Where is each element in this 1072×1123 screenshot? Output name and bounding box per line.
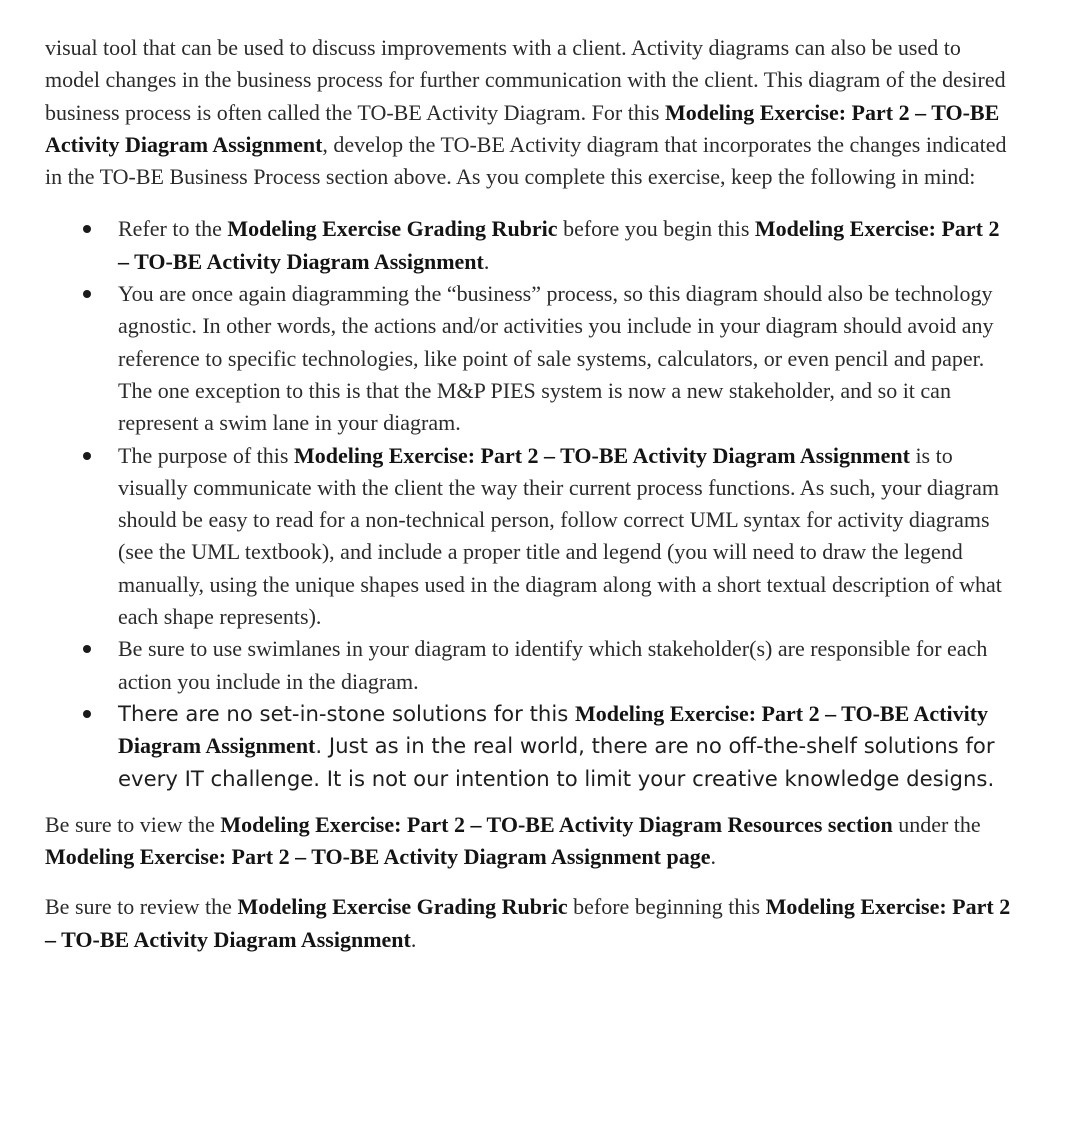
- rubric-reference: Modeling Exercise Grading Rubric: [237, 894, 568, 920]
- rubric-reference: Modeling Exercise Grading Rubric: [227, 216, 558, 242]
- list-item: [118, 278, 1012, 439]
- bullet-text: .: [483, 248, 490, 274]
- assignment-reference: Modeling Exercise: Part 2 – TO-BE Activity Diagram Assignment: [45, 894, 1011, 952]
- bullet-text: before you begin this: [557, 216, 755, 242]
- paragraph-text: Be sure to view the: [45, 811, 221, 837]
- rubric-paragraph: [45, 891, 1012, 956]
- assignment-reference: Modeling Exercise: Part 2 – TO-BE Activity Diagram Assignment: [293, 442, 910, 468]
- assignment-reference: Modeling Exercise: Part 2 – TO-BE Activity Diagram Assignment: [118, 216, 1000, 274]
- intro-paragraph: [45, 32, 1012, 193]
- bullet-text: The purpose of this: [118, 442, 294, 468]
- assignment-page-reference: Modeling Exercise: Part 2 – TO-BE Activity Diagram Assignment page: [45, 844, 711, 870]
- paragraph-text: Be sure to review the: [45, 894, 238, 920]
- intro-assignment-title: Modeling Exercise: Part 2 – TO-BE Activity Diagram Assignment: [45, 99, 1000, 157]
- bullet-text: Be sure to use swimlanes in your diagram to identify which stakeholder(s) are responsible for each action you include in the diagram.: [118, 636, 988, 694]
- resources-paragraph: [45, 809, 1012, 874]
- list-item: [118, 440, 1012, 634]
- paragraph-text: before beginning this: [567, 894, 766, 920]
- bullet-text: You are once again diagramming the “business” process, so this diagram should also be technology agnostic. In other words, the actions and/or activities you include in your diagram should avoid any reference to specific technologies, like point of sale systems, calculators, or even pencil and paper. The one exception to this is that the M&P PIES system is now a new stakeholder, and so it can represent a swim lane in your diagram.: [118, 281, 994, 436]
- list-item: [118, 633, 1012, 698]
- bullet-text: is to visually communicate with the client the way their current process functions. As such, your diagram should be easy to read for a non-technical person, follow correct UML syntax for activity diagrams (see the UML textbook), and include a proper title and legend (you will need to draw the legend manually, using the unique shapes used in the diagram along with a short textual description of what each shape represents).: [118, 442, 1002, 630]
- paragraph-text: .: [410, 926, 417, 952]
- resources-section-reference: Modeling Exercise: Part 2 – TO-BE Activity Diagram Resources section: [220, 811, 893, 837]
- paragraph-text: under the: [892, 811, 981, 837]
- bullet-text: Refer to the: [118, 216, 228, 242]
- intro-text: visual tool that can be used to discuss improvements with a client. Activity diagrams can also be used to model changes in the business process for further communication with the client. This diagram of the desired business process is often called the TO-BE Activity Diagram. For this: [45, 35, 1006, 125]
- intro-text-end: , develop the TO-BE Activity diagram that incorporates the changes indicated in the TO-BE Business Process section above. As you complete this exercise, keep the following in mind:: [45, 131, 1007, 190]
- list-item: [118, 698, 1012, 795]
- paragraph-text: .: [710, 844, 716, 870]
- bullet-text: There are no set-in-stone solutions for this: [118, 700, 575, 726]
- guideline-list: [45, 213, 1012, 794]
- assignment-reference: Modeling Exercise: Part 2 – TO-BE Activity Diagram Assignment: [118, 700, 989, 759]
- list-item: [118, 213, 1012, 278]
- bullet-text: . Just as in the real world, there are no off-the-shelf solutions for every IT challenge. It is not our intention to limit your creative knowledge designs.: [118, 733, 995, 791]
